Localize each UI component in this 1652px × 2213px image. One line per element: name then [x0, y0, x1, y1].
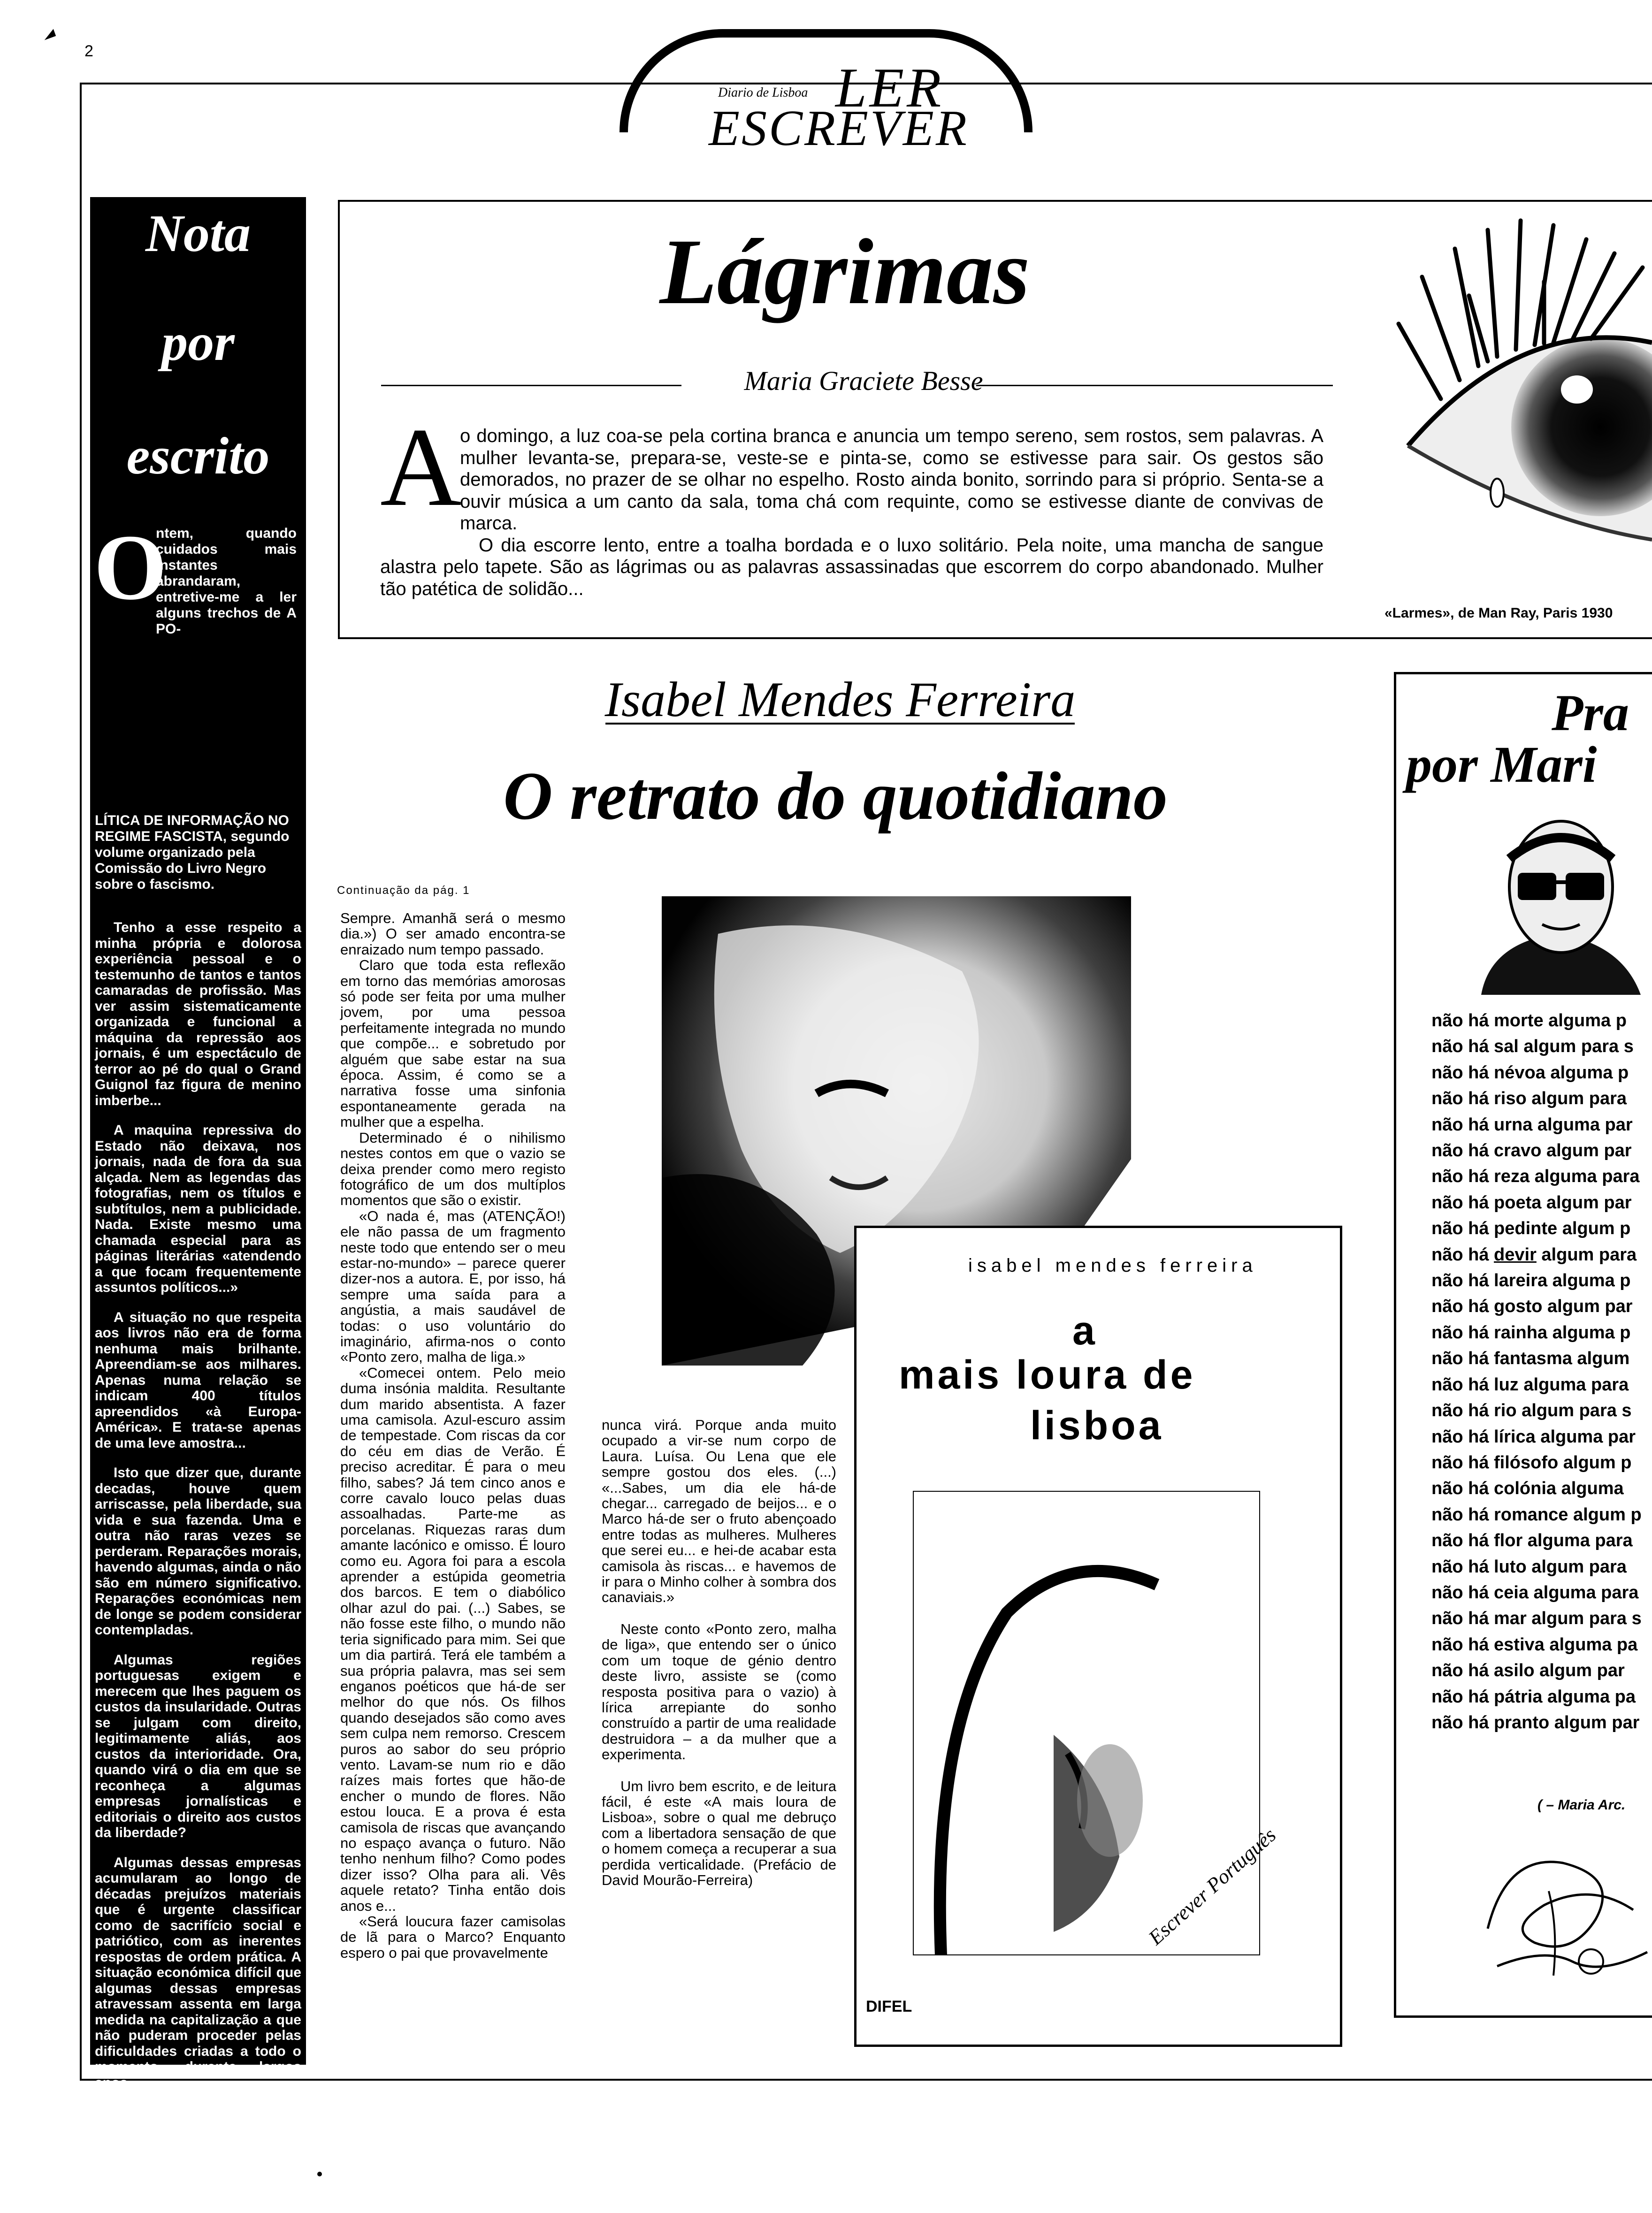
- poem-line: não há lareira alguma p: [1431, 1271, 1631, 1291]
- nota-lead-continued: LÍTICA DE INFORMAÇÃO NO REGIME FASCISTA, segundo volume organizado pela Comissão do Livro Negro sobre o fascismo.: [95, 813, 290, 892]
- pra-title-2: por Mari: [1406, 736, 1597, 793]
- poem-line: não há ceia alguma para: [1431, 1582, 1639, 1603]
- poem-line: não há pátria alguma pa: [1431, 1686, 1636, 1707]
- poem-underlined-word: devir: [1494, 1244, 1537, 1265]
- corner-mark-icon: [31, 29, 56, 45]
- nota-paragraph: A maquina repressiva do Estado não deixava, nos jornais, nada de fora da sua alçada. Nem as legendas das fotografias, nem os títulos e subtítulos, nem a publicidade. Nada. Existe mesmo uma chamada especial para as páginas literárias «atendendo a que focam frequentemente assuntos políticos...»: [95, 1122, 301, 1295]
- book-cover-title-3: lisboa: [1030, 1403, 1164, 1448]
- bottom-rule: [80, 2079, 1652, 2081]
- poem-line: não há poeta algum par: [1431, 1192, 1632, 1213]
- poem-line: não há luz alguma para: [1431, 1374, 1629, 1395]
- poem-line: não há mar algum para s: [1431, 1609, 1642, 1629]
- book-cover-title-1: a: [1072, 1308, 1095, 1353]
- nota-title-1: Nota: [145, 205, 251, 263]
- nota-body: [95, 920, 301, 2213]
- lagrimas-paragraph-2: O dia escorre lento, entre a toalha bordada e o luxo solitário. Pela noite, uma mancha de sangue alastra pelo tapete. São as lágrimas ou as palavras assassinadas que escorrem do corpo abandonado. Mulher tão patética de solidão...: [380, 534, 1323, 599]
- poem-line: não há gosto algum par: [1431, 1297, 1633, 1317]
- nota-title-3: escrito: [126, 427, 270, 485]
- lagrimas-author-rule-left: [381, 385, 681, 386]
- nota-title-2: por: [161, 313, 235, 372]
- nota-paragraph: Algumas regiões portuguesas exigem e merecem que lhes paguem os custos da insularidade. Outras se julgam com direito, legitimamente aliás, aos custos da interioridade. Ora, quando virá o dia em que se reconheça a algumas empresas jornalísticas e editoriais o direito aos custos da liberdade?: [95, 1652, 301, 1840]
- poem: [1431, 1008, 1652, 1736]
- poem-line: não há névoa alguma p: [1431, 1062, 1629, 1083]
- masthead: [620, 29, 1042, 156]
- retrato-column-1: [340, 910, 566, 1961]
- retrato-title: O retrato do quotidiano: [503, 758, 1168, 834]
- poem-line: não há morte alguma p: [1431, 1011, 1627, 1030]
- poem-line: não há asilo algum par: [1431, 1661, 1625, 1681]
- book-publisher-logo: DIFEL: [866, 1998, 912, 2015]
- retrato-paragraph: Um livro bem escrito, e de leitura fácil, é este «A mais loura de Lisboa», sobre o qual me debruço com a libertadora sensação de que o homem começa a recuperar a sua perdida verticalidade. (Prefácio de David Mourão-Ferreira): [602, 1778, 836, 1888]
- retrato-paragraph: Claro que toda esta reflexão em torno das memórias amorosas só pode ser feita por uma mulher jovem, por uma pessoa perfeitamente integrada no mundo que compõe... e sobretudo por alguém que sabe estar na sua época. Assim, é como se a narrativa fosse uma sinfonia espontaneamente gerada na mulher que a espelha.: [340, 957, 566, 1130]
- poem-signature-text: ( – Maria Arc.: [1537, 1797, 1626, 1813]
- lagrimas-dropcap: A: [380, 404, 462, 529]
- author-portrait-photo: [1462, 807, 1652, 995]
- retrato-paragraph: «Comecei ontem. Pelo meio duma insónia maldita. Resultante dum marido absentista. A fazer uma camisola. Azul-escuro assim de tempestade. Com riscas da cor do céu em dias de Verão. É preciso acreditar. É para o meu filho, sabes? Já tem cinco anos e corre cavalo louco pelas duas assoalhadas. Parte-me as porcelanas. Riquezas raras dum amante lacónico e omisso. É louro como eu. Agora foi para a escola aprender a estúpida geometria dos barcos. E tem o diabólico olhar azul do pai. (...) Sabes, se não fosse este filho, o mundo não teria significado para mim. Sei que um dia partirá. Terá ele também a sua própria palavra, mas sei sem enganos poéticos que há-de ser melhor do que nós. Os filhos quando desejados são como aves sem culpa nem remorso. Crescem puros ao sabor do seu próprio vento. Lavam-se num rio e dão raízes mais fortes que hão-de encher o mundo de flores. Não estou louca. E a prova é esta camisola de riscas que avançando no espaço avança o futuro. Não tenho nenhum filho? Como podes dizer isso? Olha para ali. Vês aquele retato? Tinha então dois anos e...: [340, 1364, 566, 1914]
- lagrimas-author: Maria Graciete Besse: [744, 366, 983, 396]
- lagrimas-image-caption: «Larmes», de Man Ray, Paris 1930: [1384, 605, 1613, 621]
- poem-line: não há fantasma algum: [1431, 1349, 1630, 1369]
- retrato-column-2: [602, 1417, 836, 1904]
- left-rule: [80, 83, 82, 2079]
- nota-dropcap: O: [94, 516, 167, 619]
- handwritten-signature-icon: [1478, 1835, 1652, 1990]
- poem-line: não há pedinte algum p: [1431, 1219, 1631, 1239]
- poem-line: não há rainha alguma p: [1431, 1322, 1631, 1343]
- poem-line: não há romance algum p: [1431, 1504, 1642, 1525]
- poem-line: não há urna alguma par: [1431, 1114, 1633, 1135]
- masthead-newspaper: Diario de Lisboa: [718, 85, 808, 100]
- nota-paragraph: Isto que dizer que, durante decadas, houve quem arriscasse, pela liberdade, sua vida e sua fazenda. Uma e outra não raras vezes se perderam. Reparações morais, havendo algumas, ainda o não são em número significativo. Reparações económicas nem de longe se podem considerar contempladas.: [95, 1465, 301, 1638]
- poem-line: não há reza alguma para: [1431, 1167, 1640, 1187]
- poem-line: não há sal algum para s: [1431, 1037, 1634, 1057]
- retrato-paragraph: «Será loucura fazer camisolas de lã para o Marco? Enquanto espero o pai que provavelmente: [340, 1913, 566, 1961]
- continuation-note: Continuação da pág. 1: [337, 884, 470, 897]
- retrato-paragraph: Determinado é o nihilismo nestes contos em que o vazio se deixa prender como mero registo fotográfico de um dos multíplos momentos que são o existir.: [340, 1129, 566, 1209]
- retrato-paragraph: Neste conto «Ponto zero, malha de liga», que entendo ser o único com um toque de génio dentro deste livro, assiste se (como resposta positiva para o vazio) à lírica arrepiante do sonho construído a partir de uma realidade destruidora – a da mulher que a experimenta.: [602, 1620, 836, 1763]
- page-number: 2: [84, 42, 93, 60]
- retrato-paragraph: Sempre. Amanhã será o mesmo dia.») O ser amado encontra-se enraizado num tempo passado.: [340, 910, 566, 958]
- poem-line: não há luto algum para: [1431, 1557, 1627, 1577]
- nota-por-escrito-column: [90, 197, 306, 2199]
- retrato-paragraph: «O nada é, mas (ATENÇÃO!) ele não passa de um fragmento neste todo que entendo ser o meu estar-no-mundo» – parece querer dizer-nos a autora. E, por isso, há sempre uma saída para a angústia, a mais saudável de todas: o uso voluntário do imaginário, afirma-nos o conto «Ponto zero, malha de liga.»: [340, 1207, 566, 1366]
- masthead-escrever: ESCREVER: [709, 100, 969, 156]
- nota-paragraph: Algumas dessas empresas acumularam ao longo de décadas prejuízos materiais que é urgente classificar como de sacrifício social e patriótico, com as inerentes respostas de ordem prática. A situação económica difícil que algumas dessas empresas atravessam assenta em larga medida na capitalização a que não puderam proceder pelas dificuldades criadas a todo o momento, durante largos anos.: [95, 1854, 301, 2091]
- man-ray-larmes-image: [1380, 202, 1652, 582]
- footer-dot: [317, 2172, 322, 2176]
- poem-line: não há estiva alguma pa: [1431, 1634, 1638, 1655]
- poem-line: não há devir algum para: [1431, 1244, 1637, 1265]
- lagrimas-author-rule-right: [976, 385, 1333, 386]
- nota-lead: ntem, quando cuidados mais instantes abrandaram, entretive-me a ler alguns trechos de A PO-: [156, 526, 297, 637]
- lagrimas-body: [380, 425, 1323, 600]
- nota-paragraph: A situação no que respeita aos livros não era de forma nenhuma mais brilhante. Apreendiam-se aos milhares. Apenas numa relação se indicam 400 títulos apreendidos «à Europa-América». E trata-se apenas de uma leve amostra...: [95, 1309, 301, 1451]
- lagrimas-paragraph-1: o domingo, a luz coa-se pela cortina branca e anuncia um tempo sereno, sem rostos, sem palavras. A mulher levanta-se, prepara-se, veste-se e pinta-se, como se estivesse para sair. Os gestos são demorados, no prazer de se olhar no espelho. Rosto ainda bonito, sorrindo para si próprio. Senta-se a ouvir música a um canto da sala, toma chá com requinte, como se estivesse diante de convivas de marca.: [460, 426, 1323, 534]
- poem-line: não há riso algum para: [1431, 1089, 1627, 1109]
- book-cover-author: isabel mendes ferreira: [968, 1255, 1257, 1276]
- poem-line: não há colónia alguma: [1431, 1479, 1624, 1499]
- book-cover-banner: Escrever Português: [1144, 1823, 1281, 1950]
- book-cover: [854, 1226, 1342, 2047]
- pra-title-1: Pra: [1552, 684, 1629, 741]
- poem-line: não há filósofo algum p: [1431, 1452, 1632, 1473]
- book-cover-title-2: mais loura de: [899, 1352, 1196, 1397]
- poem-line: não há flor alguma para: [1431, 1531, 1633, 1551]
- retrato-paragraph: nunca virá. Porque anda muito ocupado a vir-se num corpo de Laura. Luísa. Ou Lena que ele sempre gostou dos eles. (...) «...Sabes, um dia ele há-de chegar... carregado de beijos... e o Marco há-de ser o fruto abençoado entre todas as mulheres. Mulheres que serei eu... e hei-de acabar esta camisola às riscas... e havemos de ir para o Minho colher à sombra dos canaviais.»: [602, 1417, 836, 1606]
- poem-line: não há lírica alguma par: [1431, 1427, 1636, 1447]
- nota-paragraph: Tenho a esse respeito a minha própria e dolorosa experiência pessoal e o testemunho de tantos e tantos camaradas de profissão. Mas ver assim sistematicamente organizada e funcional a máquina da repressão aos jornais, é um espectáculo de terror ao pé do qual o Grand Guignol faz figura de menino imberbe...: [95, 920, 301, 1108]
- masthead-ler: LER: [835, 56, 944, 119]
- poem-line: não há pranto algum par: [1431, 1712, 1640, 1732]
- nota-paragraph: A existência de certas vozes constitui, para além de tudo o mais, um factor histórico probatório que um elementar sentido da liberdade mandaria preservar.: [95, 2105, 301, 2199]
- lagrimas-title: Lágrimas: [659, 220, 1030, 324]
- retrato-author: Isabel Mendes Ferreira: [604, 672, 1076, 727]
- retrato-author-rule: [605, 723, 1075, 725]
- poem-line: não há rio algum para s: [1431, 1401, 1632, 1421]
- poem-line: não há cravo algum par: [1431, 1141, 1632, 1161]
